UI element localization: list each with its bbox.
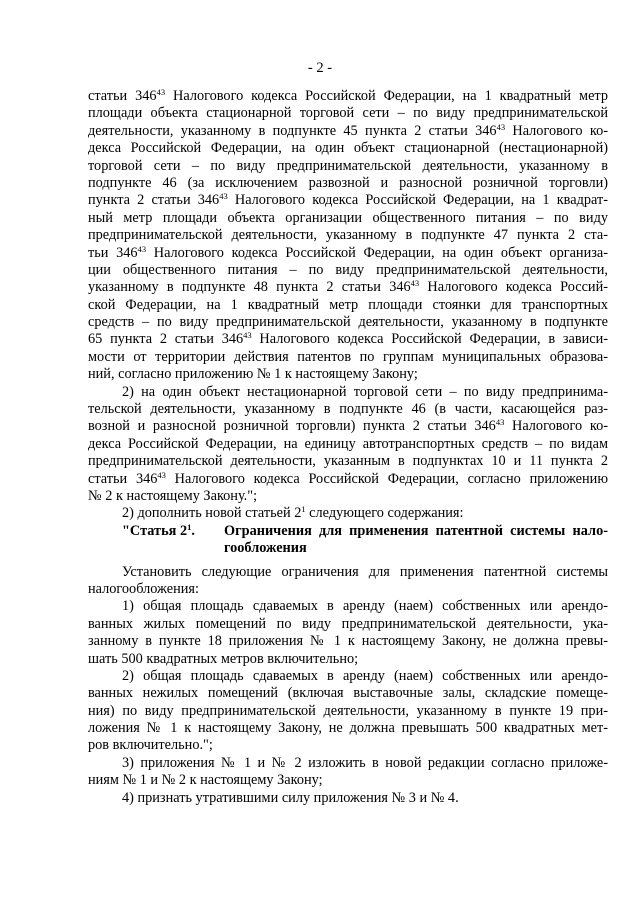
text-line: ской Федерации, на 1 квадратный метр площади стоянки для транспортных bbox=[88, 296, 608, 313]
text-line: № 2 к настоящему Закону."; bbox=[88, 487, 258, 504]
text-line: шать 500 квадратных метров включительно; bbox=[88, 650, 359, 667]
text-line: ванных нежилых помещений (включая выставочные залы, складские помеще- bbox=[88, 685, 608, 702]
text-line: декса Российской Федерации, на один объект стационарной (нестационарной) bbox=[88, 140, 608, 157]
text-line: ров включительно."; bbox=[88, 737, 213, 754]
text-line: ниям № 1 и № 2 к настоящему Закону; bbox=[88, 772, 323, 789]
text-line: торговой сети – по виду предпринимательской деятельности, указанному в bbox=[88, 157, 608, 174]
text-line: площади объекта стационарной торговой сети – по виду предпринимательской bbox=[88, 105, 608, 122]
text-line: деятельности, указанному в подпункте 45 пункта 2 статьи $346^{43}$ Налогового ко- bbox=[88, 121, 608, 139]
text-line: 65 пункта 2 статьи $346^{43}$ Налогового кодекса Российской Федерации, в зависи- bbox=[88, 330, 609, 348]
text-line: возной и разносной розничной торговли) пункта 2 статьи $346^{43}$ Налогового ко- bbox=[88, 417, 608, 435]
document-body bbox=[88, 88, 608, 807]
article-heading bbox=[88, 523, 608, 558]
article-title: Ограничения для применения патентной системы нало- гообложения bbox=[224, 522, 608, 557]
article-label: "Статья $2^1$. bbox=[122, 521, 195, 539]
page-number: - 2 - bbox=[307, 60, 333, 76]
text-line: тьи $346^{43}$ Налогового кодекса Российской Федерации, на один объект организа- bbox=[88, 243, 608, 261]
text-line: статьи $346^{43}$ Налогового кодекса Российской Федерации, согласно приложению bbox=[88, 469, 608, 487]
text-line: мости от территории действия патентов по группам муниципальных образова- bbox=[88, 348, 608, 365]
text-line: 4) признать утратившими силу приложения № 3 и № 4. bbox=[122, 789, 459, 806]
text-line: 2) общая площадь сдаваемых в аренду (наем) собственных или арендо- bbox=[122, 667, 608, 684]
text-line: 2) дополнить новой статьей $2^1$ следующего содержания: bbox=[122, 504, 464, 522]
text-line: ции общественного питания – по виду предпринимательской деятельности, bbox=[88, 261, 608, 278]
text-line: средств – по виду предпринимательской деятельности, указанному в подпункте bbox=[88, 314, 608, 331]
text-line: ный метр площади объекта организации общественного питания – по виду bbox=[88, 209, 608, 226]
text-line: ванных жилых помещений по виду предпринимательской деятельности, ука- bbox=[88, 615, 608, 632]
text-line: декса Российской Федерации, на единицу автотранспортных средств – по видам bbox=[88, 435, 608, 452]
text-line: 3) приложения № 1 и № 2 изложить в новой редакции согласно приложе- bbox=[122, 754, 608, 771]
text-line: указанному в подпункте 48 пункта 2 статьи $346^{43}$ Налогового кодекса Россий- bbox=[88, 278, 608, 296]
text-line: ложения № 1 к настоящему Закону, не должна превышать 500 квадратных мет- bbox=[88, 720, 608, 737]
text-line: предпринимательской деятельности, указанным в подпунктах 10 и 11 пункта 2 bbox=[88, 453, 608, 470]
text-line: налогообложения: bbox=[88, 580, 199, 597]
text-line: предпринимательской деятельности, указанному в подпункте 47 пункта 2 ста- bbox=[88, 227, 608, 244]
text-line: ния) по виду предпринимательской деятельности, указанному в пункте 19 при- bbox=[88, 702, 608, 719]
text-line: пункта 2 статьи $346^{43}$ Налогового кодекса Российской Федерации, на 1 квадрат- bbox=[88, 191, 608, 209]
text-line: занному в пункте 18 приложения № 1 к настоящему Закону, не должна превы- bbox=[88, 633, 608, 650]
text-line: Установить следующие ограничения для применения патентной системы bbox=[122, 563, 608, 580]
text-line: ний, согласно приложению № 1 к настоящему Закону; bbox=[88, 366, 418, 383]
text-line: 1) общая площадь сдаваемых в аренду (наем) собственных или арендо- bbox=[122, 598, 608, 615]
text-line: 2) на один объект нестационарной торговой сети – по виду предпринима- bbox=[122, 383, 608, 400]
text-line: тельской деятельности, указанному в подпункте 46 (в части, касающейся раз- bbox=[88, 401, 608, 418]
text-line: статьи $346^{43}$ Налогового кодекса Российской Федерации, на 1 квадратный метр bbox=[88, 87, 609, 104]
text-line: подпункте 46 (за исключением развозной и разносной розничной торговли) bbox=[88, 174, 608, 191]
